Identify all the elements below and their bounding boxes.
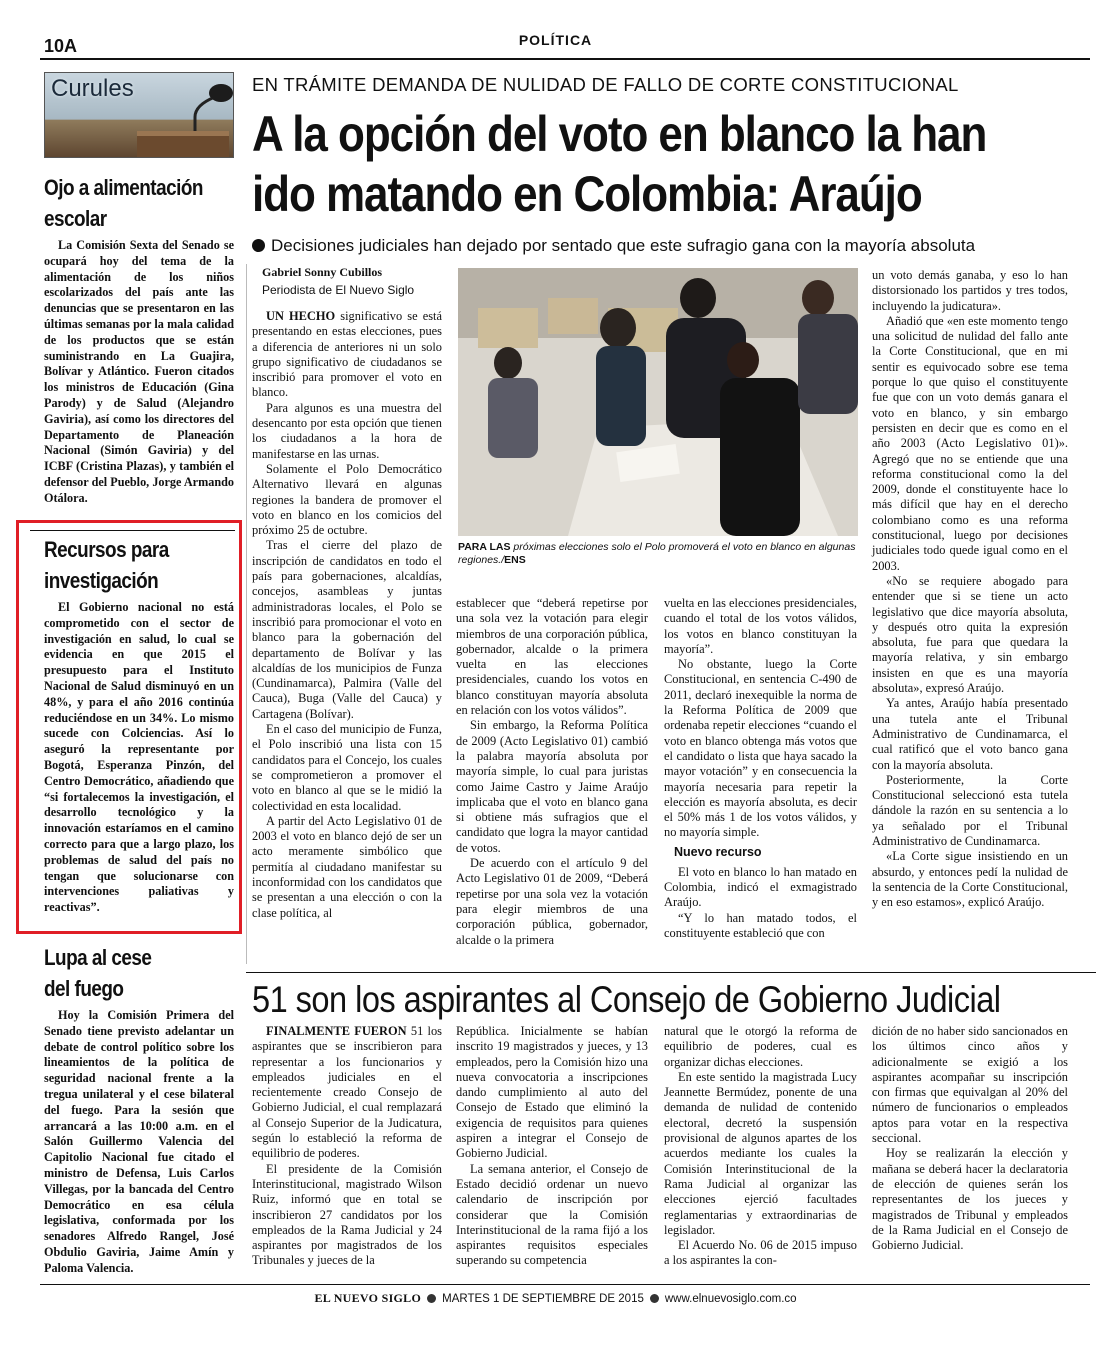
paragraph: Tras el cierre del plazo de inscripción de candidatos en todo el país para gobernaciones, alcaldías, concejos, asambleas y juntas administradoras locales, el Polo se inscribió para promocionar el voto en blanco para la gobernación del departamento de Bolívar y las alcaldías de los municipios de Funza (Cundinamarca), Palmira (Valle del Cauca), Buga (Valle del Cauca) y Cartagena (Bolívar). xyxy=(252,538,442,721)
bullet-icon xyxy=(252,239,265,252)
paragraph: No obstante, luego la Corte Constitucional, en sentencia C-490 de 2011, declaró inexequible la norma de la Reforma Política de 2009 que ordenaba repetir elecciones “cuando el voto en blanco obtenga más votos que el candidato o lista que haya sacado la mayor votación” y en consecuencia la mayoría necesaria para repetir la elección es mayoría absoluta, es decir el 50% más 1 de los votos válidos, y no mayoría simple. xyxy=(664,657,857,840)
footer-url[interactable]: www.elnuevosiglo.com.co xyxy=(664,1293,797,1305)
paragraph: República. Inicialmente se habían inscrito 19 magistrados y jueces, y 13 empleados, pero la Comisión hizo una nueva convocatoria a inscripciones dando cumplimiento al auto del Consejo de Estado que eliminó la exigencia de requisitos para quienes aspiren a integrar el Consejo de Gobierno Judicial. xyxy=(456,1024,648,1161)
story2-headline: 51 son los aspirantes al Consejo de Gobierno Judicial xyxy=(252,979,1001,1020)
paragraph: un voto demás ganaba, y eso lo han distorsionado los partidos y tres todos, incluyendo la judicatura». xyxy=(872,268,1068,313)
story2-column-4 xyxy=(872,1024,1068,1253)
photo-image xyxy=(458,268,858,536)
paragraph: Ya antes, Araújo había presentado una tutela ante el Tribunal Administrativo de Cundinamarca, el cual ratificó que el voto banco gana con la mayoría absoluta. xyxy=(872,696,1068,772)
paragraph: El presidente de la Comisión Interinstitucional, magistrado Wilson Ruiz, informó que en total se inscribieron 27 candidatos por los empleados de la Rama Judicial y 24 aspirantes por magistrados de los Tribunales y jueces de la xyxy=(252,1161,442,1268)
sidebar-body-alimentacion: La Comisión Sexta del Senado se ocupará hoy del tema de la alimentación de los niños escolarizados del país ante las denuncias que se presentaron en las últimas semanas por la mala calidad de los productos que se están suministrando en La Guajira, Bolívar y Atlántico. Fueron citados los ministros de Educación (Gina Parody) y de Salud (Alejandro Gaviria), así como los directores del Departamento de Planeación Nacional (Simón Gaviria) y del ICBF (Cristina Plazas), y también el defensor del Pueblo, Jorge Armando Otálora. xyxy=(44,238,234,505)
sidebar-body-lupa: Hoy la Comisión Primera del Senado tiene previsto adelantar un debate de control político sobre los lineamientos de la política de seguridad nacional frente a la tregua unilateral y el cese bilateral del fuego. Para la sesión que arrancará a las 10:00 a.m. en el Salón Guillermo Valencia del Capitolio Nacional fue citado el ministro de Defensa, Luis Carlos Villegas, por la bancada del Centro Democrático en esa célula legislativa, conformada por los senadores Alfredo Rangel, José Obdulio Gaviria, Jaime Amín y Paloma Valencia. xyxy=(44,1008,234,1275)
caption-lead: PARA LAS xyxy=(458,541,511,553)
paragraph: A partir del Acto Legislativo 01 de 2003 el voto en blanco dejó de ser un acto meramente simbólico que permitía al ciudadano manifestar su inconformidad con los candidatos que se presentan a una elección o con la clase política, al xyxy=(252,813,442,920)
paragraph: De acuerdo con el artículo 9 del Acto Legislativo 01 de 2009, “Deberá repetirse por una sola vez la votación para elegir miembros de una corporación pública, gobernador, alcalde o la primera xyxy=(456,856,648,947)
paragraph: El Acuerdo No. 06 de 2015 impuso a los aspirantes la con- xyxy=(664,1238,857,1268)
byline: Gabriel Sonny Cubillos xyxy=(262,265,383,279)
story1-column-4 xyxy=(872,268,1068,910)
subhead: Nuevo recurso xyxy=(674,844,762,859)
story2-column-3 xyxy=(664,1024,857,1269)
sidebar-title-line: Ojo a alimentación xyxy=(44,175,203,200)
caption-credit: ENS xyxy=(504,554,526,566)
story2-column-1 xyxy=(252,1024,442,1269)
header-rule xyxy=(40,58,1090,60)
footer-brand: EL NUEVO SIGLO xyxy=(314,1291,422,1305)
story1-column-3 xyxy=(664,596,857,941)
paragraph: «La Corte sigue insistiendo en un absurdo, y entonces pedí la nulidad de la sentencia de la Corte Constitucional, y en eso estamos», explicó Araújo. xyxy=(872,849,1068,910)
sidebar-title-recursos xyxy=(44,534,207,596)
bullet-icon xyxy=(650,1294,659,1303)
lead-in: FINALMENTE FUERON xyxy=(266,1024,407,1038)
paragraph: Posteriormente, la Corte Constitucional seleccionó esta tutela dándole la razón en su sentencia a lo ya señalado por el Tribunal Administrativo de Cundinamarca. xyxy=(872,772,1068,848)
lead-in: UN HECHO xyxy=(266,309,336,323)
paragraph: vuelta en las elecciones presidenciales, cuando el total de los votos válidos, los votos en blanco constituyan la mayoría”. xyxy=(664,596,857,656)
paragraph: El voto en blanco lo han matado en Colombia, indicó el exmagistrado Araújo. xyxy=(664,864,857,910)
sidebar-title-line: Recursos para xyxy=(44,537,169,562)
paragraph: En el caso del municipio de Funza, el Polo inscribió una lista con 15 candidatos para el Concejo, los cuales se comprometieron a promover el voto en blanco al que se le midió la colectividad en esta localidad. xyxy=(252,722,442,813)
sidebar-title-line: escolar xyxy=(44,206,107,231)
footer-date: MARTES 1 DE SEPTIEMBRE DE 2015 xyxy=(442,1293,644,1305)
paragraph: dición de no haber sido sancionados en los últimos cinco años y adicionalmente se exigió a los aspirantes acompañar su inscripción con firmas que equivalgan al 20% del número de funcionarios o empleados aptos para votar en la respectiva seccional. xyxy=(872,1024,1068,1146)
news-photo xyxy=(458,268,858,536)
section-title: POLÍTICA xyxy=(518,32,593,48)
paragraph: Hoy se realizarán la elección y mañana se deberá hacer la declaratoria de elección de quienes serán los representantes de los jueces y magistrados de Tribunal y empleados de la Rama Judicial en el Consejo de Gobierno Judicial. xyxy=(872,1146,1068,1253)
column-rule xyxy=(246,264,247,964)
story1-column-1 xyxy=(252,309,442,921)
photo-caption xyxy=(458,541,858,567)
paragraph: En este sentido la magistrada Lucy Jeannette Bermúdez, ponente de una demanda de nulidad de contenido electoral, decretó la suspensión provisional de algunos apartes de los acuerdos mediante los cuales la Comisión Interinstitucional de la Rama Judicial al organizar las elecciones ejerció facultades reglamentarias y extraordinarias de legislador. xyxy=(664,1069,857,1237)
bullet-icon xyxy=(427,1294,436,1303)
paragraph: «No se requiere abogado para entender que si se tiene un acto legislativo que dice mayoría absoluta, y después otro quita la expresión absoluta, fue para que quedara la mayoría relativa, y sin embargo insisten en que es una mayoría absoluta», expresó Araújo. xyxy=(872,573,1068,696)
page-number: 10A xyxy=(44,36,78,56)
paragraph: 51 los aspirantes que se inscribieron para representar a los funcionarios y empleados judiciales en el recientemente creado Consejo de Gobierno Judicial, el cual remplazará al Consejo Superior de la Judicatura, según lo estableció la reforma de equilibrio de poderes. xyxy=(252,1024,443,1161)
story2-column-2 xyxy=(456,1024,648,1269)
story-kicker: EN TRÁMITE DEMANDA DE NULIDAD DE FALLO DE CORTE CONSTITUCIONAL xyxy=(252,74,959,95)
sidebar-body-recursos: El Gobierno nacional no está comprometido con el sector de investigación en salud, lo cual se evidencia en que 2015 el presupuesto para el Instituto Nacional de Salud disminuyó en un 48%, y para el año 2016 continúa reduciéndose en un 34%. Lo mismo sucede con Colciencias. Así lo aseguró la representante por Bogotá, Esperanza Pinzón, del Centro Democrático, añadiendo que “si fortalecemos la investigación, el desarrollo tecnológico y la innovación estaríamos en el camino correcto para que a largo plazo, los problemas de salud del país no tengan que solucionarse con intervenciones paliativas y reactivas”. xyxy=(44,600,234,915)
caption-text: próximas elecciones solo el Polo promoverá el voto en blanco en algunas regiones./ xyxy=(458,541,856,566)
story1-column-2 xyxy=(456,596,648,948)
paragraph: La semana anterior, el Consejo de Estado decidió ordenar un nuevo calendario de inscripción por considerar que la Comisión Interinstitucional de la rama fijó a los aspirantes requisitos especiales superando su competencia xyxy=(456,1161,648,1268)
byline-role: Periodista de El Nuevo Siglo xyxy=(262,283,415,297)
sidebar-title-line: investigación xyxy=(44,568,159,593)
sidebar-title-alimentacion xyxy=(44,172,207,234)
sidebar-title-line: Lupa al cese xyxy=(44,945,152,970)
paragraph: Solamente el Polo Democrático Alternativo llevará en algunas regiones la bandera de promover el voto en blanco en los comicios del próximo 25 de octubre. xyxy=(252,461,442,538)
deck-text: Decisiones judiciales han dejado por sentado que este sufragio gana con la mayoría absoluta xyxy=(271,236,976,255)
paragraph: Añadió que «en este momento tengo una solicitud de nulidad del fallo ante la Corte Constitucional, que en mi sentir es equivocado sobre ese tema porque lo que quiso el constituyente fue que con un voto demás ganara el voto en blanco, y sin embargo persisten en decir que es como en el año 2003 (Acto Legislativo 01)». Agregó que no se entiende que una reforma constitucional como la del 2009, donde el constituyente hace lo más difícil que hay en el derecho colombiano como es una reforma constitucional, luego por decisiones judiciales todo quede igual como en el 2003. xyxy=(872,313,1068,573)
paragraph: natural que le otorgó la reforma de equilibrio de poderes, cual es organizar dichas elecciones. xyxy=(664,1024,857,1069)
curules-logo xyxy=(44,72,234,158)
paragraph: Sin embargo, la Reforma Política de 2009 (Acto Legislativo 01) cambió la palabra mayoría absoluta por mayoría simple, lo cual para juristas como Jaime Castro y Jaime Araújo implicaba que el voto en blanco gana si obtiene más sufragios que el candidato que logra la mayor cantidad de votos. xyxy=(456,718,648,855)
story-separator xyxy=(246,972,1096,973)
footer-rule xyxy=(40,1284,1090,1285)
paragraph: significativo se está presentando en estas elecciones, pues a diferencia de anteriores ni un solo grupo significativo de ciudadanos se inscribió para promover el voto en blanco. xyxy=(252,309,442,400)
logo-label: Curules xyxy=(51,75,134,102)
paragraph: establecer que “deberá repetirse por una sola vez la votación para elegir miembros de una corporación pública, gobernador, alcalde o la primera vuelta en las elecciones presidenciales, cuando los votos en blanco constituyan mayoría absoluta en relación con los votos válidos”. xyxy=(456,596,648,718)
story-headline: A la opción del voto en blanco la han ido matando en Colombia: Araújo xyxy=(252,106,987,222)
paragraph: Para algunos es una muestra del desencanto por esta opción que tienen los ciudadanos a la hora de manifestarse en las urnas. xyxy=(252,400,442,461)
footer xyxy=(0,1291,1111,1306)
story-deck xyxy=(252,236,975,256)
sidebar-title-line: del fuego xyxy=(44,976,124,1001)
sidebar-rule xyxy=(30,530,235,531)
paragraph: “Y lo han matado todos, el constituyente estableció que con xyxy=(664,910,857,940)
sidebar-title-lupa xyxy=(44,942,207,1004)
